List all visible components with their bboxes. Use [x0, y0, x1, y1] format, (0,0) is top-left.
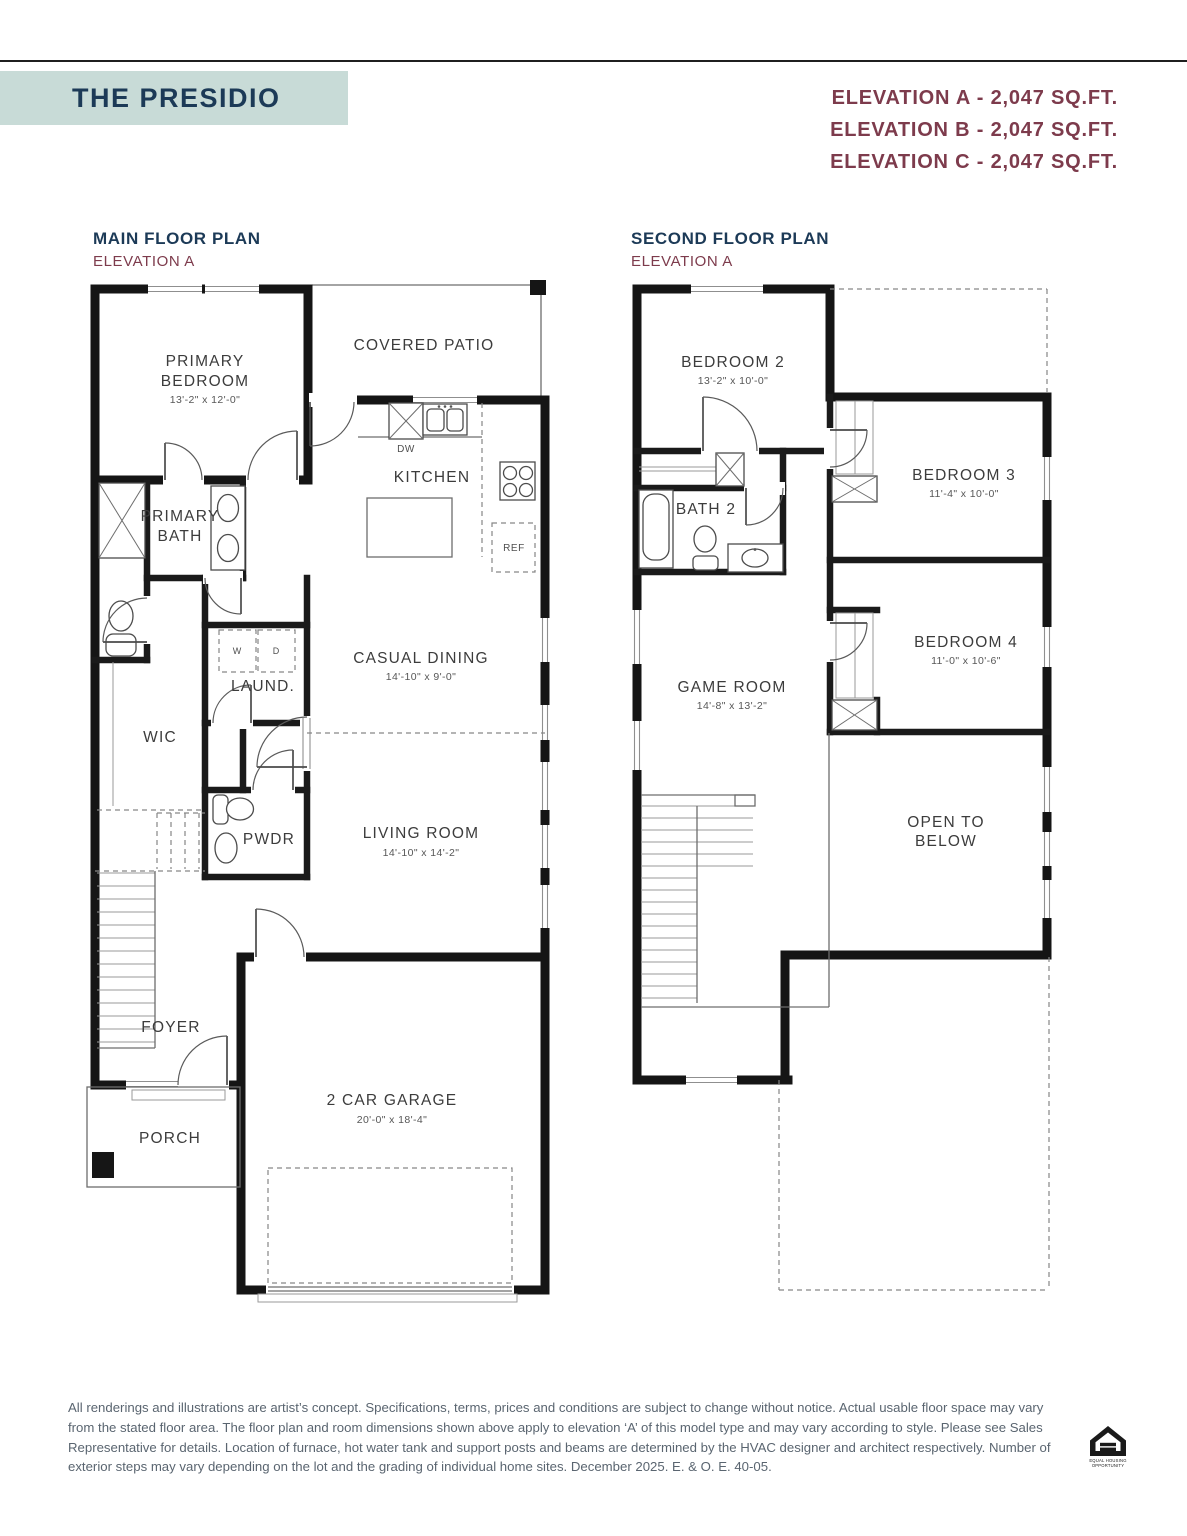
second-floor-plan-header [631, 229, 829, 270]
elevation-a: ELEVATION A - 2,047 SQ.FT. [831, 87, 1118, 109]
powder-toilet-fixture [213, 795, 254, 824]
label-open-to-below: OPEN TO [907, 814, 985, 831]
label-bedroom3: BEDROOM 3 [912, 467, 1016, 484]
elevation-b: ELEVATION B - 2,047 SQ.FT. [830, 119, 1118, 141]
dim-garage: 20'-0" x 18'-4" [356, 1114, 428, 1126]
label-garage: 2 CAR GARAGE [326, 1092, 458, 1109]
toilet-fixture-bath2 [693, 526, 718, 570]
label-primary-bedroom: PRIMARY [165, 353, 245, 370]
label-porch: PORCH [139, 1130, 201, 1147]
footer [68, 1398, 1070, 1477]
label-primary-bath: PRIMARY [140, 508, 220, 525]
dim-bedroom3: 11'-4" x 10'-0" [929, 488, 999, 500]
label-wic: WIC [143, 729, 177, 746]
label-game-room: GAME ROOM [677, 679, 787, 696]
label-primary-bath-2: BATH [157, 528, 203, 545]
label-bath2: BATH 2 [675, 501, 737, 518]
toilet-fixture-primary [106, 601, 136, 656]
main-floor-plan-header [93, 229, 261, 270]
label-kitchen: KITCHEN [393, 469, 471, 486]
stove-fixture [500, 462, 535, 500]
label-casual-dining: CASUAL DINING [353, 650, 489, 667]
label-dryer: D [272, 646, 280, 656]
second-plan-labels [676, 354, 1018, 850]
main-floor-plan-subtitle: ELEVATION A [93, 253, 195, 270]
vanity-fixture [211, 486, 245, 570]
island-counter [367, 498, 452, 557]
plan-title-banner [0, 71, 348, 125]
disclaimer-text: All renderings and illustrations are artist’s concept. Specifications, terms, prices and conditions are subject to change without notice. Actual usable floor space may vary from the stated floor area. The floor plan and room dimensions shown above apply to elevation ‘A’ of this model type and may vary according to style. Please see Sales Representative for details. Location of furnace, hot water tank and support posts and beams are determined by the HVAC designer and architect respectively. Number of exterior steps may vary depending on the lot and the grading of individual home sites. December 2025. E. & O. E. 40-05. [68, 1400, 1051, 1475]
porch-post [92, 1152, 114, 1178]
label-dw: DW [397, 444, 415, 455]
label-bedroom2: BEDROOM 2 [681, 354, 785, 371]
bathtub-fixture [639, 490, 673, 568]
main-floor-plan-drawing [78, 276, 570, 1316]
elevation-list [830, 82, 1118, 178]
eho-caption-1: EQUAL HOUSING [1089, 1458, 1127, 1463]
label-ref: REF [503, 543, 525, 554]
bedroom4-closet [832, 613, 877, 730]
house-icon [1086, 1424, 1130, 1470]
dim-primary-bedroom: 13'-2" x 12'-0" [169, 394, 241, 406]
washer-dryer-boxes [219, 630, 295, 672]
staircase [641, 733, 829, 1007]
second-floor-plan-drawing [618, 276, 1090, 1316]
dim-bedroom4: 11'-0" x 10'-6" [931, 655, 1001, 667]
second-floor-plan-subtitle: ELEVATION A [631, 253, 733, 270]
dim-living-room: 14'-10" x 14'-2" [382, 847, 460, 859]
label-primary-bedroom-2: BEDROOM [160, 373, 250, 390]
label-laundry: LAUND. [230, 678, 296, 695]
dim-casual-dining: 14'-10" x 9'-0" [385, 671, 457, 683]
label-pwdr: PWDR [242, 831, 296, 848]
label-open-to-below-2: BELOW [915, 833, 977, 850]
equal-housing-logo [1086, 1424, 1130, 1475]
dim-bedroom2: 13'-2" x 10'-0" [697, 375, 769, 387]
second-floor-plan-title: SECOND FLOOR PLAN [631, 229, 830, 248]
main-floor-plan-title: MAIN FLOOR PLAN [93, 229, 261, 248]
top-divider [0, 60, 1187, 62]
powder-sink-fixture [215, 833, 237, 863]
main-plan-labels [139, 337, 525, 1147]
eho-caption-2: OPPORTUNITY [1091, 1463, 1125, 1468]
dashed-lines [779, 289, 1049, 1290]
kitchen-sink-fixture [423, 404, 467, 435]
label-foyer: FOYER [141, 1019, 201, 1036]
shower-fixture [99, 483, 145, 558]
label-bedroom4: BEDROOM 4 [914, 634, 1018, 651]
label-living-room: LIVING ROOM [362, 825, 480, 842]
bedroom3-closet [832, 401, 877, 502]
bedroom2-closet [639, 453, 744, 486]
dim-game-room: 14'-8" x 13'-2" [696, 700, 768, 712]
page-title: THE PRESIDIO [72, 82, 281, 113]
elevation-c: ELEVATION C - 2,047 SQ.FT. [830, 151, 1118, 173]
bath2-sink-fixture [728, 544, 783, 572]
label-washer: W [232, 646, 242, 656]
label-covered-patio: COVERED PATIO [353, 337, 495, 354]
